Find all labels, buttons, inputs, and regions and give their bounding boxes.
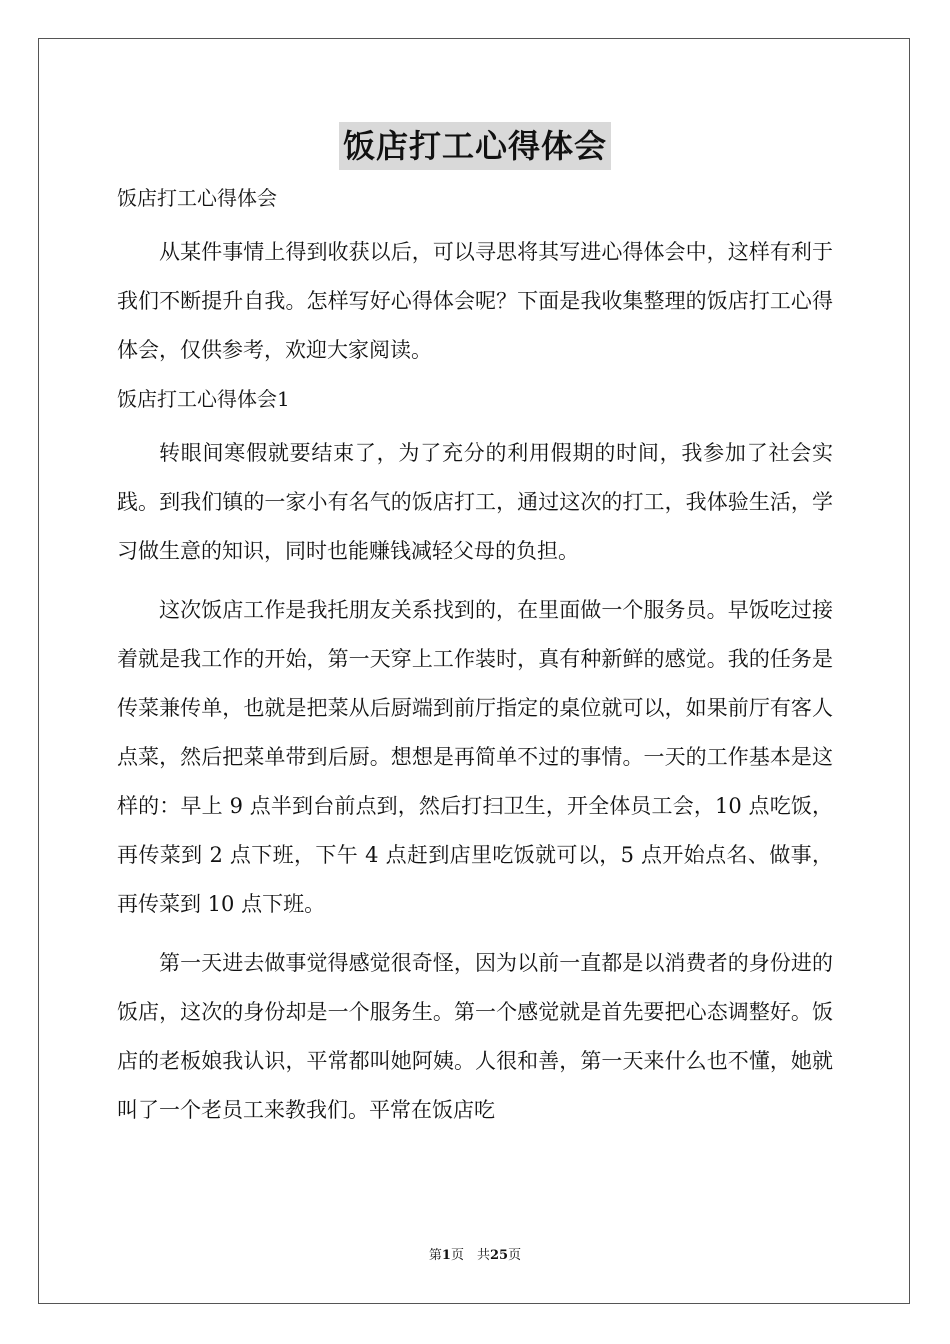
document-title: 饭店打工心得体会	[339, 122, 611, 170]
document-subtitle: 饭店打工心得体会	[117, 186, 277, 210]
intro-paragraph: 从某件事情上得到收获以后，可以寻思将其写进心得体会中，这样有利于我们不断提升自我。怎样写好心得体会呢？下面是我收集整理的饭店打工心得体会，仅供参考，欢迎大家阅读。	[117, 240, 833, 362]
page-footer	[0, 1247, 950, 1265]
page-number-total: 25	[489, 1248, 509, 1263]
body-paragraph: 这次饭店工作是我托朋友关系找到的，在里面做一个服务员。早饭吃过接着就是我工作的开始，第一天穿上工作装时，真有种新鲜的感觉。我的任务是传菜兼传单，也就是把菜从后厨端到前厅指定的桌位就可以，如果前厅有客人点菜，然后把菜单带到后厨。想想是再简单不过的事情。一天的工作基本是这样的：早上 9 点半到台前点到，然后打扫卫生，开全体员工会，10 点吃饭，再传菜到 2 点下班，下午 4 点赶到店里吃饭就可以，5 点开始点名、做事，再传菜到 10 点下班。	[117, 598, 833, 916]
document-body	[117, 180, 833, 1145]
footer-middle: 页 共	[450, 1248, 490, 1263]
body-paragraph: 转眼间寒假就要结束了，为了充分的利用假期的时间，我参加了社会实践。到我们镇的一家小有名气的饭店打工，通过这次的打工，我体验生活，学习做生意的知识，同时也能赚钱减轻父母的负担。	[117, 441, 833, 563]
body-paragraph: 第一天进去做事觉得感觉很奇怪，因为以前一直都是以消费者的身份进的饭店，这次的身份却是一个服务生。第一个感觉就是首先要把心态调整好。饭店的老板娘我认识，平常都叫她阿姨。人很和善，第一天来什么也不懂，她就叫了一个老员工来教我们。平常在饭店吃	[117, 951, 833, 1122]
footer-suffix: 页	[508, 1248, 522, 1263]
section-heading: 饭店打工心得体会1	[117, 387, 290, 411]
title-container	[0, 122, 950, 170]
footer-prefix: 第	[428, 1248, 442, 1263]
page-number-current: 1	[441, 1248, 451, 1263]
